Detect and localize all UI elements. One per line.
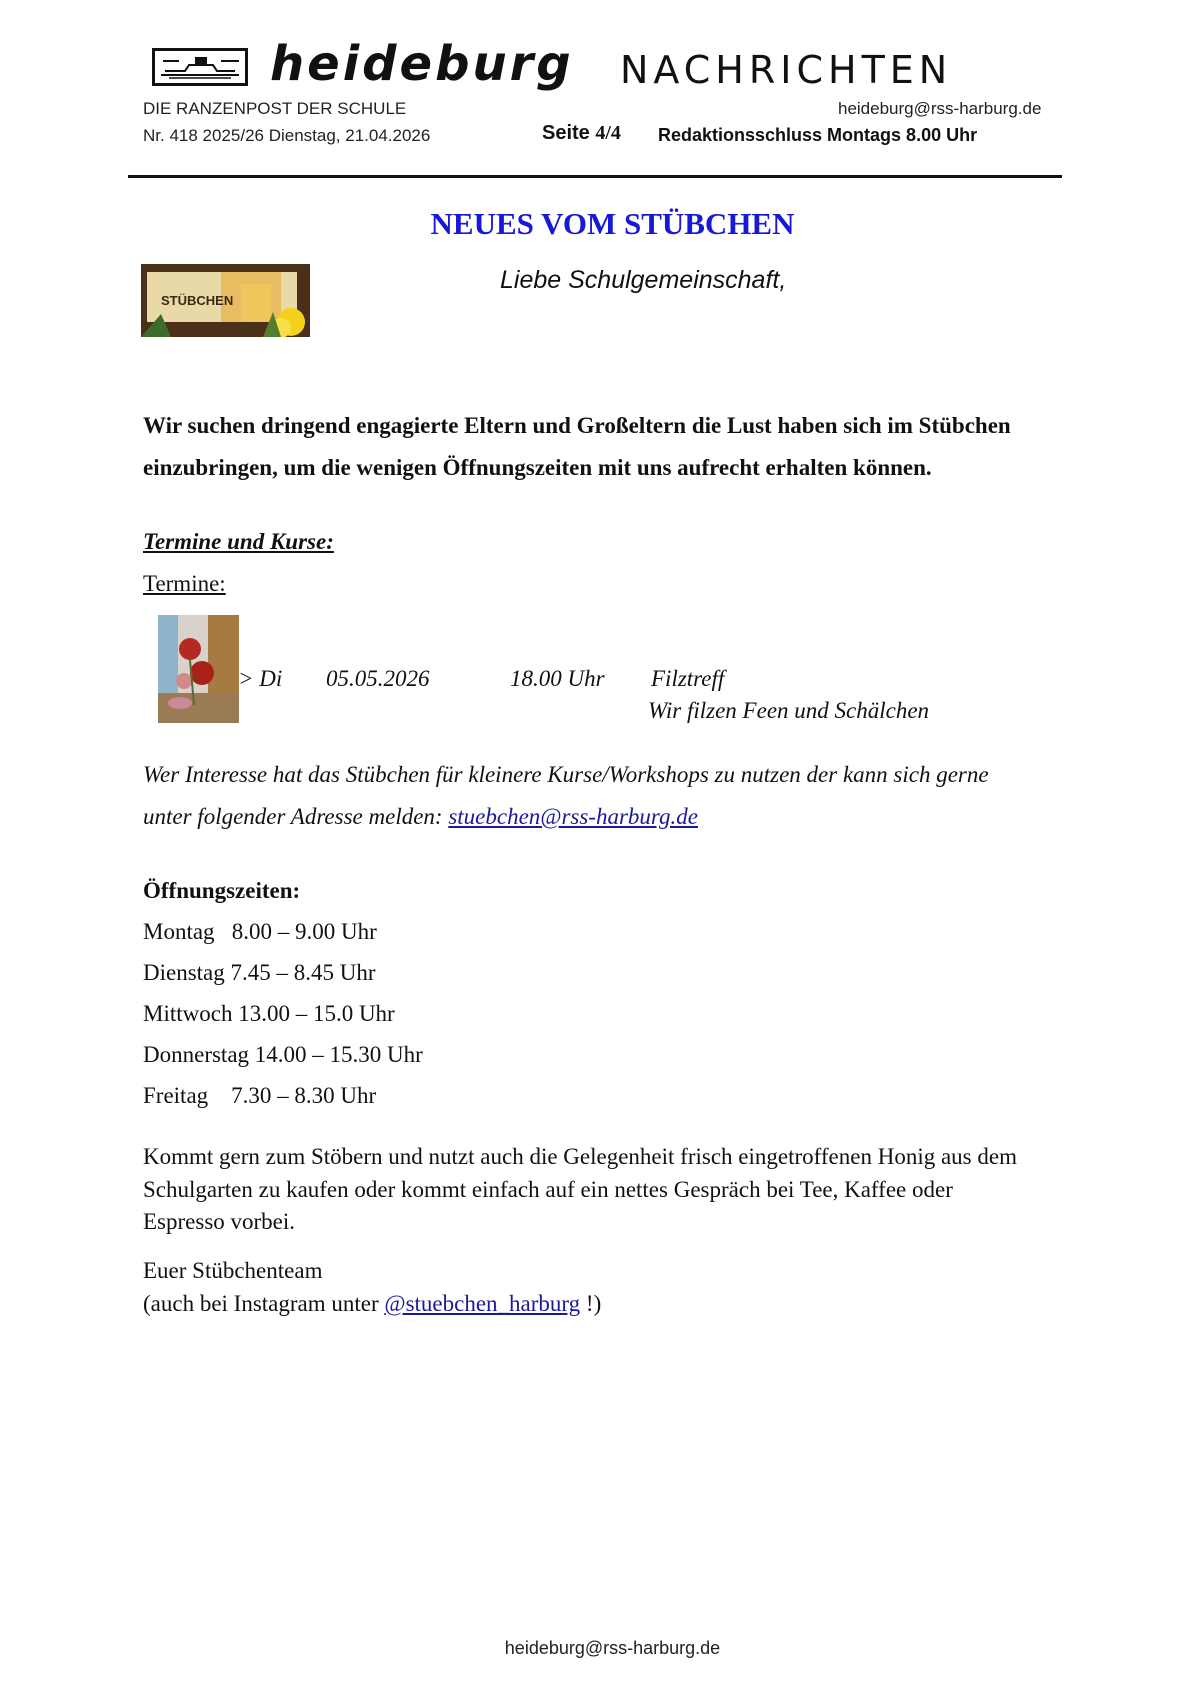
brand-name: heideburg <box>270 36 574 92</box>
instagram-suffix: !) <box>580 1291 602 1316</box>
hours-friday: Freitag 7.30 – 8.30 Uhr <box>143 1083 377 1108</box>
workshop-line-2-text: unter folgender Adresse melden: <box>143 804 449 829</box>
section-heading: Termine und Kurse: <box>143 529 334 554</box>
instagram-prefix: (auch bei Instagram unter <box>143 1291 385 1316</box>
event-name: Filztreff <box>651 666 725 691</box>
event-date: 05.05.2026 <box>326 666 430 691</box>
event-day: > Di <box>238 666 283 691</box>
article-title: NEUES VOM STÜBCHEN <box>430 206 795 241</box>
editorial-deadline: Redaktionsschluss Montags 8.00 Uhr <box>658 125 978 145</box>
event-time: 18.00 Uhr <box>510 666 605 691</box>
workshop-line-2 <box>143 804 698 830</box>
page-label: Seite <box>542 122 596 144</box>
termine-label: Termine: <box>143 571 226 596</box>
appeal-line-1: Wir suchen dringend engagierte Eltern und Großeltern die Lust haben sich im Stübchen <box>143 413 1011 438</box>
workshop-line-1: Wer Interesse hat das Stübchen für kleinere Kurse/Workshops zu nutzen der kann sich gerne <box>143 762 989 787</box>
hours-tuesday: Dienstag 7.45 – 8.45 Uhr <box>143 960 376 985</box>
hours-monday: Montag 8.00 – 9.00 Uhr <box>143 919 377 944</box>
hours-heading: Öffnungszeiten: <box>143 878 301 903</box>
event-description: Wir filzen Feen und Schälchen <box>648 698 930 723</box>
signoff: Euer Stübchenteam <box>143 1258 323 1283</box>
masthead <box>152 36 1052 94</box>
issue-info: Nr. 418 2025/26 Dienstag, 21.04.2026 <box>143 126 431 145</box>
instagram-line <box>143 1291 601 1317</box>
hours-thursday: Donnerstag 14.00 – 15.30 Uhr <box>143 1042 423 1067</box>
workshop-email-link[interactable]: stuebchen@rss-harburg.de <box>448 804 698 829</box>
school-logo <box>152 48 248 86</box>
closing-line-3: Espresso vorbei. <box>143 1209 296 1234</box>
closing-line-1: Kommt gern zum Stöbern und nutzt auch die Gelegenheit frisch eingetroffenen Honig aus dem <box>143 1144 1017 1169</box>
footer-email: heideburg@rss-harburg.de <box>504 1638 721 1658</box>
brand-suffix: NACHRICHTEN <box>620 48 953 92</box>
instagram-handle-link[interactable]: @stuebchen_harburg <box>384 1291 581 1316</box>
sign-text: STÜBCHEN <box>161 293 234 308</box>
page-indicator <box>542 122 621 145</box>
header-divider <box>128 175 1062 178</box>
hours-wednesday: Mittwoch 13.00 – 15.0 Uhr <box>143 1001 395 1026</box>
newsletter-subtitle: DIE RANZENPOST DER SCHULE <box>143 99 407 118</box>
greeting: Liebe Schulgemeinschaft, <box>500 266 787 294</box>
header-email: heideburg@rss-harburg.de <box>838 99 1042 118</box>
school-building-icon <box>155 51 245 83</box>
felt-flowers-photo <box>158 615 239 723</box>
stuebchen-sign-photo <box>141 264 310 337</box>
appeal-line-2: einzubringen, um die wenigen Öffnungszeiten mit uns aufrecht erhalten können. <box>143 455 932 480</box>
closing-line-2: Schulgarten zu kaufen oder kommt einfach auf ein nettes Gespräch bei Tee, Kaffee oder <box>143 1177 953 1202</box>
page-number: 4/4 <box>595 122 621 144</box>
